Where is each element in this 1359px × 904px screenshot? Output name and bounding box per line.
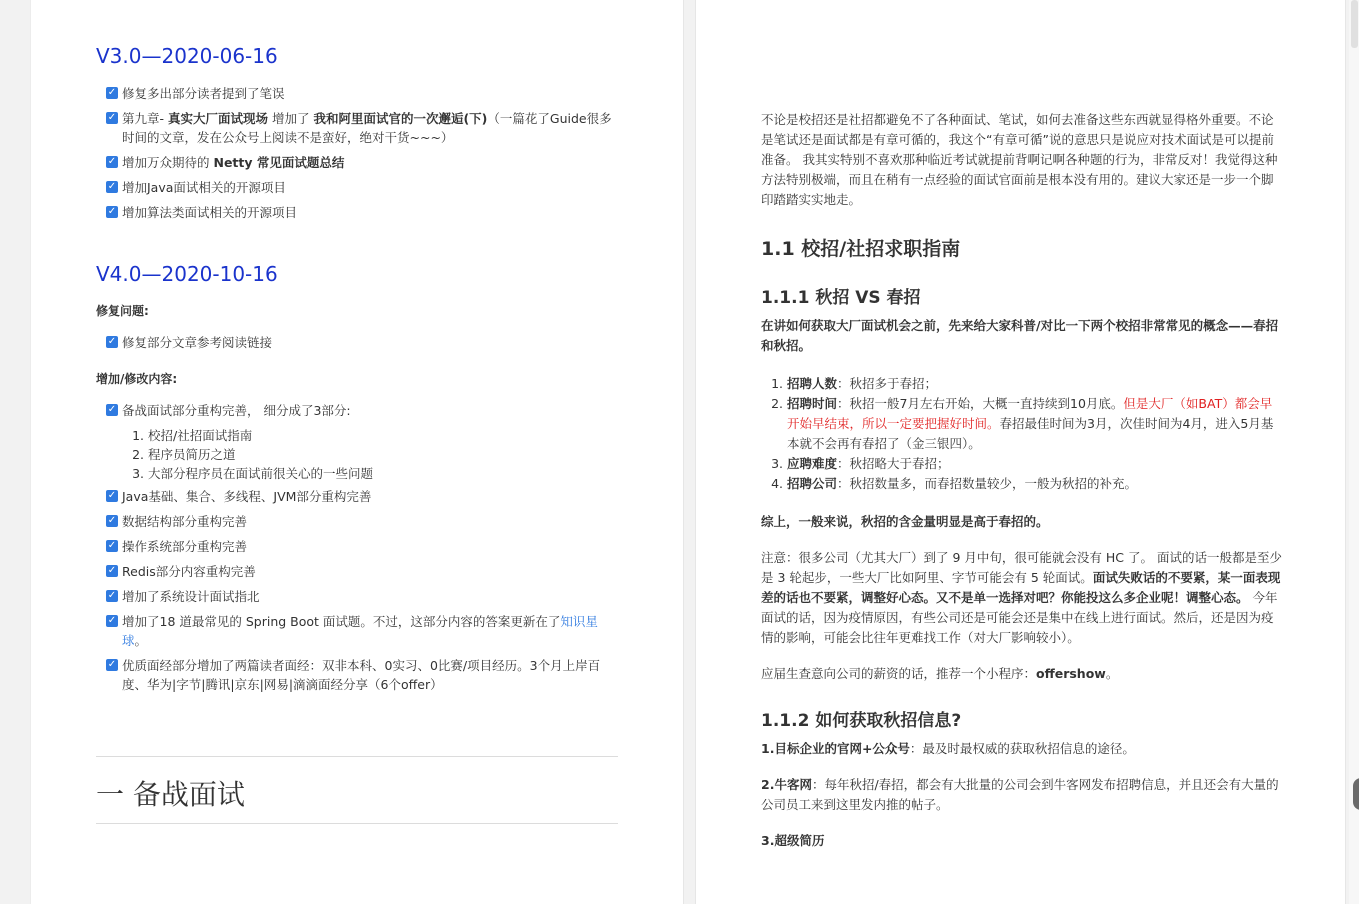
checkbox-checked-icon[interactable]: ✓ bbox=[107, 590, 117, 601]
subsection-heading-autumn-vs-spring: 1.1.1 秋招 VS 春招 bbox=[761, 288, 921, 308]
v4-add-list bbox=[96, 401, 618, 420]
checkbox-checked-icon[interactable]: ✓ bbox=[107, 515, 117, 526]
checkbox-checked-icon[interactable]: ✓ bbox=[107, 659, 117, 670]
list-item: ✓ Redis部分内容重构完善 bbox=[107, 564, 256, 579]
divider bbox=[96, 756, 618, 757]
source-official-paragraph: 1.目标企业的官网+公众号：最及时最权威的获取秋招信息的途径。 bbox=[761, 741, 1135, 756]
checkbox-checked-icon[interactable]: ✓ bbox=[107, 87, 117, 98]
version-3-title: V3.0—2020-06-16 bbox=[96, 44, 278, 68]
sub-list bbox=[96, 426, 618, 483]
v4-fix-list bbox=[96, 333, 618, 352]
checkbox-checked-icon[interactable]: ✓ bbox=[107, 540, 117, 551]
add-section-label: 增加/修改内容: bbox=[96, 372, 178, 386]
checkbox-checked-icon[interactable]: ✓ bbox=[107, 615, 117, 626]
list-item: ✓ 修复部分文章参考阅读链接 bbox=[107, 335, 273, 350]
checkbox-checked-icon[interactable]: ✓ bbox=[107, 156, 117, 167]
intro-paragraph: 不论是校招还是社招都避免不了各种面试、笔试，如何去准备这些东西就显得格外重要。不论是笔试还是面试都是有章可循的，我这个“有章可循”说的意思只是说应对技术面试是可以提前准备。 我其实特别不喜欢那种临近考试就提前背啊记啊各种题的行为，非常反对！我觉得这种方法特别极端，而且在稍有一点经验的面试官面前是根本没有用的。建议大家还是一步一个脚印踏踏实实地走。 bbox=[761, 112, 1278, 207]
list-item: 3. 应聘难度：秋招略大于春招； bbox=[787, 454, 1283, 474]
sub-list-item: 1. 校招/社招面试指南 bbox=[148, 426, 618, 445]
list-item: ✓ 增加算法类面试相关的开源项目 bbox=[107, 205, 298, 220]
fix-section-label: 修复问题: bbox=[96, 304, 149, 318]
list-item: ✓ 增加了18 道最常见的 Spring Boot 面试题。不过，这部分内容的答案更新在了知识星球。 bbox=[107, 614, 598, 648]
checkbox-checked-icon[interactable]: ✓ bbox=[107, 112, 117, 123]
scrollbar-thumb[interactable] bbox=[1351, 0, 1358, 48]
lead-paragraph: 在讲如何获取大厂面试机会之前，先来给大家科普/对比一下两个校招非常常见的概念——春招和秋招。 bbox=[761, 318, 1279, 353]
list-item: 4. 招聘公司：秋招数量多，而春招数量较少，一般为秋招的补充。 bbox=[787, 474, 1283, 494]
checkbox-checked-icon[interactable]: ✓ bbox=[107, 490, 117, 501]
v3-changelog-list bbox=[96, 84, 618, 222]
list-item: 2. 招聘时间：秋招一般7月左右开始，大概一直持续到10月底。但是大厂（如BAT）都会早开始早结束，所以一定要把握好时间。春招最佳时间为3月，次佳时间为4月，进入5月基本就不会再有春招了（金三银四）。 bbox=[787, 394, 1283, 454]
list-item: ✓ 备战面试部分重构完善， 细分成了3部分: bbox=[107, 403, 351, 418]
checkbox-checked-icon[interactable]: ✓ bbox=[107, 181, 117, 192]
offershow-paragraph: 应届生查意向公司的薪资的话，推荐一个小程序：offershow。 bbox=[761, 666, 1119, 681]
list-item: ✓ 修复多出部分读者提到了笔误 bbox=[107, 86, 285, 101]
version-4-title: V4.0—2020-10-16 bbox=[96, 262, 278, 286]
side-handle[interactable] bbox=[1353, 778, 1359, 810]
v4-add-list-continued bbox=[96, 487, 618, 694]
divider bbox=[96, 823, 618, 824]
scrollbar-track[interactable] bbox=[1349, 0, 1359, 904]
section-heading: 1.1 校招/社招求职指南 bbox=[761, 238, 961, 260]
note-paragraph: 注意：很多公司（尤其大厂）到了 9 月中旬，很可能就会没有 HC 了。 面试的话一般都是至少是 3 轮起步，一些大厂比如阿里、字节可能会有 5 轮面试。面试失败话的不要紧，某一面表现差的话也不要紧，调整好心态。又不是单一选择对吧？你能投这么多企业呢！调整心态。 今年面试的话，因为疫情原因，有些公司还是可能会还是集中在线上进行面试。然后，还是因为疫情的影响，可能会比往年更难找工作（对大厂影响较小）。 bbox=[761, 550, 1282, 645]
list-item: ✓ 增加Java面试相关的开源项目 bbox=[107, 180, 286, 195]
list-item: ✓ 数据结构部分重构完善 bbox=[107, 514, 248, 529]
checkbox-checked-icon[interactable]: ✓ bbox=[107, 404, 117, 415]
list-item: ✓ 优质面经部分增加了两篇读者面经：双非本科、0实习、0比赛/项目经历。3个月上岸百度、华为|字节|腾讯|京东|网易|滴滴面经分享（6个offer） bbox=[107, 658, 601, 692]
list-item: ✓ Java基础、集合、多线程、JVM部分重构完善 bbox=[107, 489, 372, 504]
subsection-heading-autumn-info: 1.1.2 如何获取秋招信息? bbox=[761, 711, 962, 731]
summary-paragraph: 综上，一般来说，秋招的含金量明显是高于春招的。 bbox=[761, 514, 1049, 529]
list-item: ✓ 增加了系统设计面试指北 bbox=[107, 589, 260, 604]
list-item: ✓ 增加万众期待的 Netty 常见面试题总结 bbox=[107, 155, 345, 170]
knowledge-planet-link[interactable]: 知识星球 bbox=[122, 614, 598, 648]
left-page bbox=[30, 0, 684, 904]
checkbox-checked-icon[interactable]: ✓ bbox=[107, 206, 117, 217]
source-superresume-paragraph: 3.超级简历 bbox=[761, 833, 825, 848]
sub-list-item: 2. 程序员简历之道 bbox=[148, 445, 618, 464]
source-nowcoder-paragraph: 2.牛客网：每年秋招/春招，都会有大批量的公司会到牛客网发布招聘信息，并且还会有大量的公司员工来到这里发内推的帖子。 bbox=[761, 777, 1279, 812]
sub-list-item: 3. 大部分程序员在面试前很关心的一些问题 bbox=[148, 464, 618, 483]
list-item: 1. 招聘人数：秋招多于春招； bbox=[787, 374, 1283, 394]
right-page bbox=[695, 0, 1346, 904]
chapter-title: 一 备战面试 bbox=[96, 778, 245, 811]
recruitment-comparison-list bbox=[761, 374, 1283, 494]
list-item: ✓ 操作系统部分重构完善 bbox=[107, 539, 248, 554]
checkbox-checked-icon[interactable]: ✓ bbox=[107, 336, 117, 347]
list-item: ✓ 第九章- 真实大厂面试现场 增加了 我和阿里面试官的一次邂逅(下)（一篇花了Guide很多时间的文章，发在公众号上阅读不是蛮好，绝对干货~~~） bbox=[107, 111, 612, 145]
checkbox-checked-icon[interactable]: ✓ bbox=[107, 565, 117, 576]
